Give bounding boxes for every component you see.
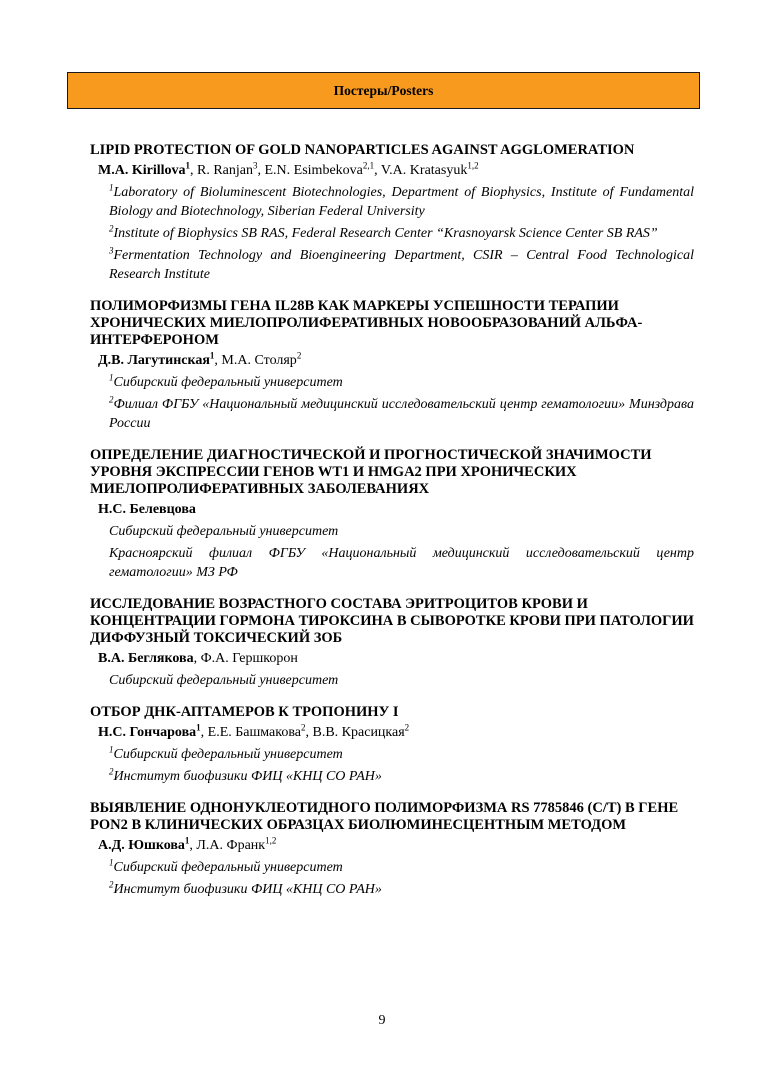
author-affiliation-mark: 2 [296, 350, 302, 361]
section-title: Постеры/Posters [333, 82, 434, 98]
affiliation-mark: 2 [109, 879, 114, 890]
author-list: Н.С. Гончарова$^1$, Е.Е. Башмакова$^2$, В.В. Красицкая$^2$ [98, 722, 410, 740]
affiliation-text: Сибирский федеральный университет [113, 747, 343, 762]
affiliation-mark: 1 [109, 744, 114, 755]
affiliation-text: Сибирский федеральный университет [109, 524, 339, 539]
abstract-title: ОТБОР ДНК-АПТАМЕРОВ К ТРОПОНИНУ I [90, 704, 399, 720]
author-name: Н.С. Гончарова [98, 725, 197, 740]
author-name: R. Ranjan [197, 163, 253, 178]
author-list: M.A. Kirillova$^1$, R. Ranjan$^3$, E.N. Esimbekova$^{2,1}$, V.A. Kratasyuk$^{1,2}$ [98, 160, 479, 178]
author-name: V.A. Kratasyuk [380, 163, 468, 178]
author-affiliation-mark: 2 [404, 722, 410, 733]
affiliation-text: Fermentation Technology and Bioengineering Department, CSIR – Central Food Technological Research Institute [109, 248, 694, 282]
author-affiliation-mark: 1,2 [467, 160, 479, 171]
abstract-title: ОПРЕДЕЛЕНИЕ ДИАГНОСТИЧЕСКОЙ И ПРОГНОСТИЧЕСКОЙ ЗНАЧИМОСТИ УРОВНЯ ЭКСПРЕССИИ ГЕНОВ WT1 И HMGA2 ПРИ ХРОНИЧЕСКИХ МИЕЛОПРОЛИФЕРАТИВНЫХ ЗАБОЛЕВАНИЯХ [90, 447, 652, 497]
abstract-entry [90, 800, 694, 899]
abstracts-list [90, 142, 694, 913]
abstract-entry [90, 142, 694, 284]
affiliation-text: Laboratory of Bioluminescent Biotechnologies, Department of Biophysics, Institute of Fundamental Biology and Biotechnology, Siberian Federal University [109, 185, 694, 219]
author-name: В.А. Беглякова [98, 651, 194, 666]
affiliation-text: Institute of Biophysics SB RAS, Federal Research Center “Krasnoyarsk Science Center SB RAS” [113, 226, 658, 241]
author-affiliation-mark: 1 [185, 160, 190, 171]
affiliation-text: Сибирский федеральный университет [113, 860, 343, 875]
affiliation [109, 522, 694, 541]
author-affiliation-mark: 2 [301, 722, 306, 733]
abstract-entry [90, 298, 694, 433]
author-name: M.A. Kirillova [98, 163, 186, 178]
author-name: Е.Е. Башмакова [207, 725, 301, 740]
affiliation-text: Сибирский федеральный университет [109, 673, 339, 688]
author-name: Д.В. Лагутинская [98, 353, 210, 368]
author-name: В.В. Красицкая [312, 725, 405, 740]
affiliation-mark: 2 [109, 394, 114, 405]
affiliation-mark: 2 [109, 223, 114, 234]
author-affiliation-mark: 3 [253, 160, 258, 171]
section-header [67, 72, 700, 109]
author-name: Л.А. Франк [196, 838, 266, 853]
page-number: 9 [378, 1013, 386, 1028]
abstract-entry [90, 704, 694, 786]
affiliation-text: Филиал ФГБУ «Национальный медицинский исследовательский центр гематологии» Минздрава России [109, 397, 694, 431]
abstract-entry [90, 447, 694, 582]
affiliation [109, 183, 694, 221]
author-name: E.N. Esimbekova [264, 163, 363, 178]
author-name: Ф.А. Гершкорон [200, 651, 298, 666]
affiliation [109, 858, 694, 877]
affiliation-mark: 2 [109, 766, 114, 777]
affiliation [109, 544, 694, 582]
author-list: В.А. Беглякова, Ф.А. Гершкорон [98, 651, 298, 666]
author-name: А.Д. Юшкова [98, 838, 185, 853]
affiliation [109, 246, 694, 284]
affiliation-mark: 3 [109, 245, 114, 256]
affiliation [109, 671, 694, 690]
affiliation-text: Сибирский федеральный университет [113, 375, 343, 390]
affiliation [109, 224, 694, 243]
author-affiliation-mark: 1 [209, 350, 215, 361]
abstract-title: ИССЛЕДОВАНИЕ ВОЗРАСТНОГО СОСТАВА ЭРИТРОЦИТОВ КРОВИ И КОНЦЕНТРАЦИИ ГОРМОНА ТИРОКСИНА В СЫВОРОТКЕ КРОВИ ПРИ ПАТОЛОГИИ ДИФФУЗНЫЙ ТОКСИЧЕСКИЙ ЗОБ [90, 596, 694, 646]
affiliation [109, 373, 694, 392]
author-affiliation-mark: 2,1 [362, 160, 375, 171]
author-name: Н.С. Белевцова [98, 502, 196, 517]
author-name: М.А. Столяр [221, 353, 297, 368]
affiliation-text: Красноярский филиал ФГБУ «Национальный медицинский исследовательский центр гематологии» МЗ РФ [109, 546, 694, 580]
abstract-entry [90, 596, 694, 690]
affiliation [109, 745, 694, 764]
affiliation-text: Институт биофизики ФИЦ «КНЦ СО РАН» [113, 769, 382, 784]
affiliation [109, 395, 694, 433]
affiliation-mark: 1 [109, 372, 114, 383]
author-list: Д.В. Лагутинская$^1$, М.А. Столяр$^2$ [98, 350, 302, 368]
affiliation-mark: 1 [109, 857, 114, 868]
author-list [98, 500, 694, 519]
author-affiliation-mark: 1,2 [265, 835, 277, 846]
affiliation-mark: 1 [109, 182, 114, 193]
affiliation [109, 880, 694, 899]
author-affiliation-mark: 1 [184, 835, 190, 846]
affiliation [109, 767, 694, 786]
author-list: А.Д. Юшкова$^1$, Л.А. Франк$^{1,2}$ [98, 835, 277, 853]
abstract-title: ВЫЯВЛЕНИЕ ОДНОНУКЛЕОТИДНОГО ПОЛИМОРФИЗМА RS 7785846 (C/T) В ГЕНЕ PON2 В КЛИНИЧЕСКИХ ОБРАЗЦАХ БИОЛЮМИНЕСЦЕНТНЫМ МЕТОДОМ [90, 800, 679, 833]
abstract-title: ПОЛИМОРФИЗМЫ ГЕНА IL28B КАК МАРКЕРЫ УСПЕШНОСТИ ТЕРАПИИ ХРОНИЧЕСКИХ МИЕЛОПРОЛИФЕРАТИВНЫХ НОВООБРАЗОВАНИЙ АЛЬФА-ИНТЕРФЕРОНОМ [90, 298, 643, 348]
affiliation-text: Институт биофизики ФИЦ «КНЦ СО РАН» [113, 882, 382, 897]
abstract-title: LIPID PROTECTION OF GOLD NANOPARTICLES AGAINST AGGLOMERATION [90, 142, 635, 158]
author-affiliation-mark: 1 [196, 722, 201, 733]
